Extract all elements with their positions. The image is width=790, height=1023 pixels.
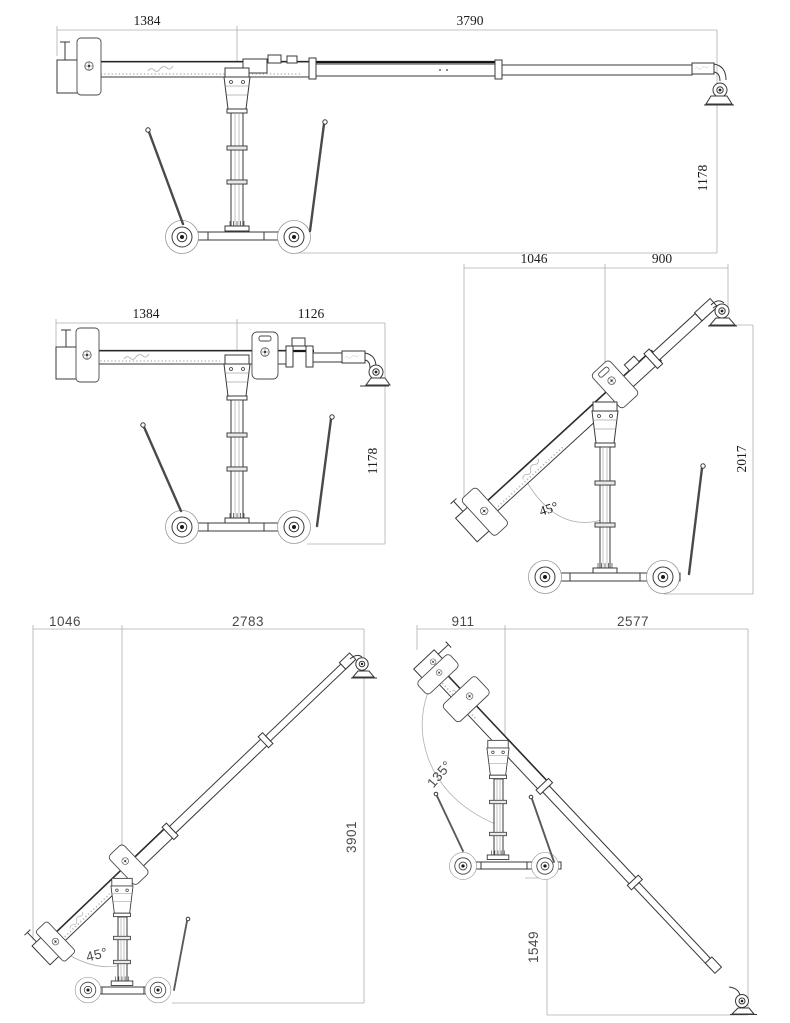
wheel — [145, 977, 171, 1003]
view-horizontal-retracted — [40, 285, 402, 563]
angle-label: 135° — [424, 757, 455, 791]
wheel — [529, 561, 562, 594]
dim-label-front-reach: 3790 — [456, 13, 484, 28]
view-raised-45-retracted — [450, 251, 765, 603]
counterweight — [56, 328, 99, 382]
boom-clamp — [309, 58, 316, 79]
wheel — [449, 852, 476, 879]
pedestal-column — [487, 779, 509, 860]
crane-drawing — [23, 638, 377, 1003]
view-lowered-135-extended — [405, 614, 765, 1023]
dim-label-rear-reach: 911 — [451, 614, 475, 629]
wheel — [75, 977, 101, 1003]
dim-label-height: 2017 — [734, 445, 749, 473]
push-handles — [174, 917, 190, 990]
wheel — [166, 511, 199, 544]
pivot-mount — [592, 402, 618, 447]
dim-label-height: 1178 — [695, 164, 710, 192]
crane-drawing — [408, 640, 757, 1014]
dim-label-front-reach: 900 — [651, 251, 673, 266]
boom — [60, 338, 365, 367]
view-raised-45-extended — [10, 614, 378, 1020]
pedestal-column — [225, 113, 249, 231]
dim-label-rear-reach: 1384 — [132, 306, 160, 321]
boom — [64, 55, 714, 79]
boom — [408, 640, 738, 986]
boom — [23, 638, 368, 970]
view-horizontal-extended — [40, 10, 732, 260]
crane-drawing — [56, 328, 390, 544]
wheel — [278, 511, 311, 544]
pivot-mount — [487, 740, 509, 778]
dimension-lines — [56, 306, 385, 544]
dim-label-rear-reach: 1384 — [133, 13, 161, 28]
angle-arc — [524, 477, 605, 522]
dim-label-front-reach: 2783 — [231, 614, 265, 629]
pivot-mount — [224, 68, 250, 113]
camera-head — [729, 987, 757, 1015]
counterweight — [57, 38, 101, 95]
push-handles — [689, 464, 705, 574]
angle-label: 45° — [537, 498, 560, 519]
dim-label-front-reach: 1126 — [297, 306, 325, 321]
dim-label-height: 3901 — [344, 820, 359, 854]
pivot-mount — [224, 355, 250, 400]
angle-label: 45° — [84, 944, 110, 965]
dim-label-rear-reach: 1046 — [520, 251, 548, 266]
wheel — [647, 561, 680, 594]
wheel — [278, 221, 311, 254]
crane-drawing — [57, 38, 734, 254]
boom-clamp — [306, 346, 313, 367]
wheel — [166, 221, 199, 254]
crane-drawing — [446, 281, 737, 594]
dim-label-drop-height: 1549 — [526, 930, 541, 964]
wheel — [531, 852, 558, 879]
dimension-lines — [57, 13, 717, 253]
pedestal-column — [111, 917, 133, 986]
boom — [446, 281, 730, 548]
dim-label-height: 1178 — [365, 447, 380, 475]
dim-label-rear-reach: 1046 — [48, 614, 82, 629]
pedestal-column — [225, 400, 249, 523]
pedestal-column — [593, 447, 617, 573]
boom-clamp — [495, 60, 502, 79]
dim-label-front-reach: 2577 — [616, 614, 650, 629]
pivot-mount — [111, 878, 133, 916]
mounting-plate — [252, 332, 278, 379]
boom-clamp — [286, 346, 293, 367]
